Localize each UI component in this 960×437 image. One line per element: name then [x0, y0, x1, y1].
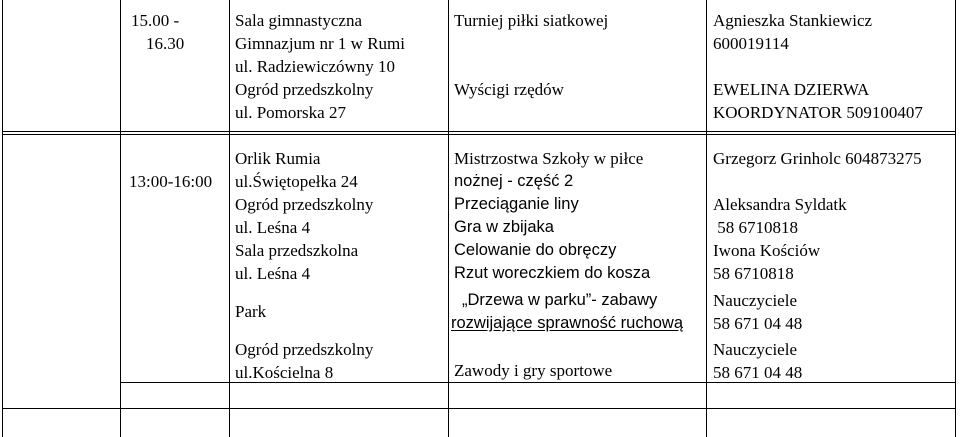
event-sports-games: Zawody i gry sportowe: [454, 361, 613, 380]
place-park-name: Park: [235, 302, 267, 321]
place-garden-lesna-name: Ogród przedszkolny: [235, 195, 374, 214]
row1-place-line4: Ogród przedszkolny: [235, 80, 374, 99]
row1-contact-line4: KOORDYNATOR 509100407: [713, 103, 923, 122]
row1-event-1: Turniej piłki siatkowej: [454, 11, 609, 30]
place-garden-lesna-address: ul. Leśna 4: [235, 218, 311, 237]
column-divider-event: [448, 0, 449, 437]
contact-teachers-1-label: Nauczyciele: [713, 291, 797, 310]
row-divider-1: [2, 131, 956, 132]
place-orlik-name: Orlik Rumia: [235, 149, 321, 168]
event-football-line1: Mistrzostwa Szkoły w piłce: [454, 149, 644, 168]
row1-time-line1: 15.00 -: [131, 11, 180, 30]
row1-time-line2: 16.30: [146, 34, 185, 53]
contact-teachers-2-phone: 58 671 04 48: [713, 363, 803, 382]
contact-grinholc: Grzegorz Grinholc 604873275: [713, 149, 922, 168]
contact-kosciow-phone: 58 6710818: [713, 264, 794, 283]
row1-contact-line3: EWELINA DZIERWA: [713, 80, 870, 99]
row2-time: 13:00-16:00: [129, 172, 213, 191]
row-divider-4: [2, 408, 956, 409]
row1-event-2: Wyścigi rzędów: [454, 80, 564, 99]
place-garden-koscielna-address: ul.Kościelna 8: [235, 363, 334, 382]
contact-kosciow-name: Iwona Kościów: [713, 241, 821, 260]
place-orlik-address: ul.Świętopełka 24: [235, 172, 358, 191]
row1-place-line5: ul. Pomorska 27: [235, 103, 346, 122]
row1-contact-line1: Agnieszka Stankiewicz: [713, 11, 873, 30]
event-tug-of-war: Przeciąganie liny: [454, 195, 579, 213]
contact-teachers-2-label: Nauczyciele: [713, 340, 797, 359]
column-divider-place: [229, 0, 230, 437]
contact-syldatk-name: Aleksandra Syldatk: [713, 195, 847, 214]
place-hall-name: Sala przedszkolna: [235, 241, 359, 260]
row1-contact-line2: 600019114: [713, 34, 789, 53]
row1-place-line3: ul. Radziewiczówny 10: [235, 57, 396, 76]
event-trees-line2: rozwijające sprawność ruchową: [451, 314, 684, 332]
row1-place-line1: Sala gimnastyczna: [235, 11, 362, 30]
row-divider-2: [2, 134, 956, 135]
table-border-left: [2, 0, 3, 437]
table-border-right: [955, 0, 956, 437]
event-dodgeball: Gra w zbijaka: [454, 218, 554, 236]
column-divider-contact: [706, 0, 707, 437]
event-bag-toss: Rzut woreczkiem do kosza: [454, 264, 651, 282]
place-garden-koscielna-name: Ogród przedszkolny: [235, 340, 374, 359]
column-divider-time: [120, 0, 121, 437]
event-football-line2: nożnej - część 2: [454, 172, 574, 190]
place-hall-address: ul. Leśna 4: [235, 264, 311, 283]
contact-teachers-1-phone: 58 671 04 48: [713, 314, 803, 333]
event-trees-line1: „Drzewa w parku”- zabawy: [462, 291, 658, 309]
event-hoop-aiming: Celowanie do obręczy: [454, 241, 617, 259]
row1-place-line2: Gimnazjum nr 1 w Rumi: [235, 34, 405, 53]
contact-syldatk-phone: 58 6710818: [713, 218, 798, 237]
